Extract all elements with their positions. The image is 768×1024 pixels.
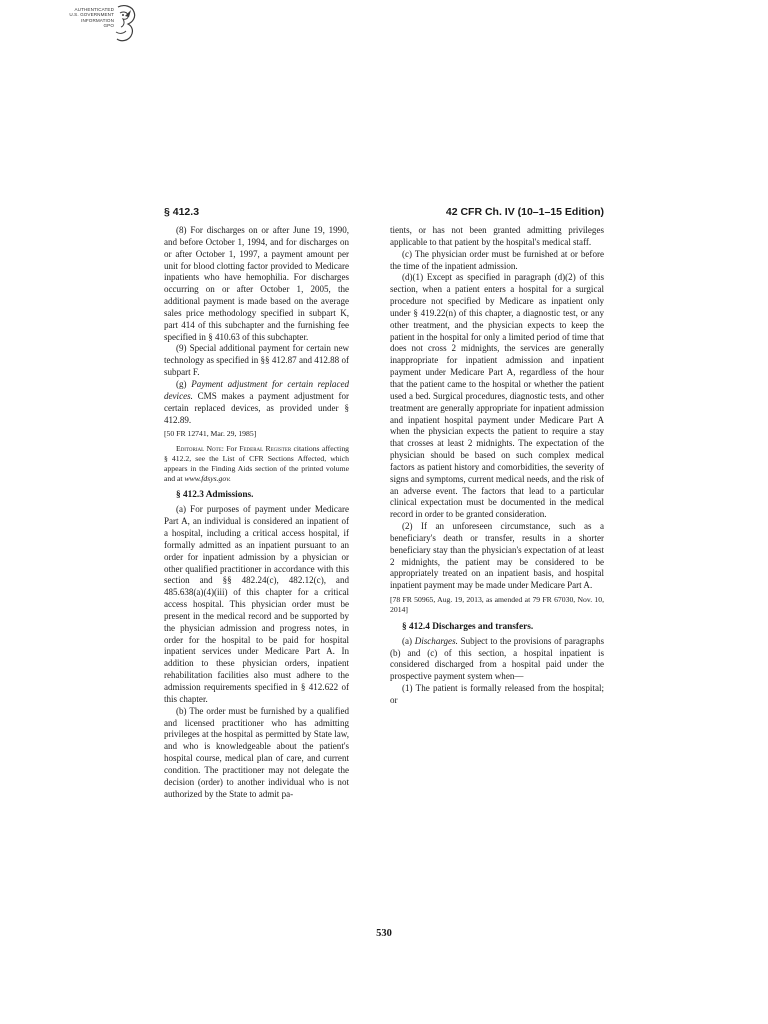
section-heading-412-3: § 412.3 Admissions. [176, 490, 254, 501]
paragraph-g [164, 379, 349, 426]
paragraph-g-text: CMS makes a payment adjustment for certain replaced devices, as provided under § 412.89. [164, 390, 349, 425]
source-citation: [50 FR 12741, Mar. 29, 1985] [164, 429, 257, 439]
logo-text [58, 7, 114, 28]
paragraph-412-4-a1: (1) The patient is formally released from the hospital; or [390, 683, 604, 705]
left-column [164, 225, 349, 800]
section-heading-412-4: § 412.4 Discharges and transfers. [402, 621, 534, 632]
paragraph-412-4-a-label: (a) [402, 635, 413, 646]
amendment-citation: [78 FR 50965, Aug. 19, 2013, as amended at 79 FR 67030, Nov. 10, 2014] [390, 595, 604, 614]
section-number: § 412.3 [164, 206, 200, 218]
paragraph-b: (b) The order must be furnished by a qualified and licensed practitioner who has admitting privileges at the hospital as permitted by State law, and who is knowledgeable about the patient's hospital course, medical plan of care, and current condition. The practitioner may not delegate the decision (order) to another individual who is not authorized by the State to admit pa- [164, 705, 349, 799]
paragraph-g-title: Payment adjustment for certain replaced devices. [164, 378, 349, 401]
paragraph-f9: (9) Special additional payment for certain new technology as specified in §§ 412.87 and 412.88 of subpart F. [164, 343, 349, 378]
volume-title: 42 CFR Ch. IV (10–1–15 Edition) [445, 206, 604, 218]
paragraph-d1: (d)(1) Except as specified in paragraph (d)(2) of this section, when a patient enters a hospital for a surgical procedure not specified by Medicare as inpatient only under § 419.22(n) of this chapter, a diagnostic test, or any other treatment, and the physician expects to keep the patient in the hospital for only a limited period of time that does not cross 2 midnights, the services are generally inappropriate for inpatient admission and inpatient payment under Medicare Part A, regardless of the hour that the patient came to the hospital or whether the patient used a bed. Surgical procedures, diagnostic tests, and other treatment are generally appropriate for inpatient admission and inpatient hospital payment under Medicare Part A when the physician expects the patient to require a stay that crosses at least 2 midnights. The expectation of the physician should be based on such complex medical factors as patient history and comorbidities, the severity of signs and symptoms, current medical needs, and the risk of an adverse event. The factors that lead to a particular clinical expectation must be documented in the medical record in order to be granted consideration. [390, 272, 604, 520]
logo-line-information: INFORMATION [81, 17, 114, 23]
right-column [390, 225, 604, 707]
editorial-note-lead: Editorial Note: [176, 444, 224, 454]
editorial-note-text-1: For [226, 444, 237, 454]
logo-line-authenticated: AUTHENTICATED [74, 7, 114, 12]
paragraph-412-4-a-title: Discharges. [414, 635, 458, 646]
fdsys-link[interactable]: www.fdsys.gov. [184, 473, 231, 483]
gpo-authentication-logo [58, 4, 140, 46]
paragraph-a: (a) For purposes of payment under Medicare Part A, an individual is considered an inpatient of a hospital, including a critical access hospital, if formally admitted as an inpatient pursuant to an order for inpatient admission by a physician or other qualified practitioner in accordance with this section and §§ 482.24(c), 482.12(c), and 485.638(a)(4)(iii) of this chapter for a critical access hospital. This physician order must be present in the medical record and be supported by the physician admission and progress notes, in order for the hospital to be paid for hospital inpatient services under Medicare Part A. In addition to these physician orders, inpatient rehabilitation facilities also must adhere to the admission requirements specified in § 412.622 of this chapter. [164, 504, 349, 704]
paragraph-g-label: (g) [176, 378, 187, 389]
editorial-note [164, 444, 349, 483]
federal-register-name: Federal Register [239, 444, 292, 454]
eagle-seal-icon [110, 4, 140, 44]
paragraph-412-4-a-text: Subject to the provisions of paragraphs (b) and (c) of this section, a hospital inpatient is considered discharged from a hospital paid under the prospective payment system when— [390, 635, 604, 682]
logo-line-government: U.S. GOVERNMENT [69, 12, 114, 18]
logo-line-gpo: GPO [103, 22, 114, 28]
running-head [164, 206, 604, 220]
editorial-note-text-2: citations affecting § 412.2, see the List of CFR Sections Affected, which appears in the Finding Aids section of the printed volume and at [164, 444, 350, 483]
paragraph-d2: (2) If an unforeseen circumstance, such as a beneficiary's death or transfer, results in a shorter beneficiary stay than the physician's expectation of at least 2 midnights, the patient may be considered to be appropriately treated on an inpatient basis, and hospital inpatient payment may be made under Medicare Part A. [390, 521, 604, 591]
paragraph-c: (c) The physician order must be furnished at or before the time of the inpatient admission. [390, 248, 604, 271]
paragraph-f8: (8) For discharges on or after June 19, 1990, and before October 1, 1994, and for discharges on or after October 1, 1997, a payment amount per unit for blood clotting factor provided to Medicare inpatients who have hemophilia. For discharges occurring on or after October 1, 2005, the additional payment is made based on the average sales price methodology specified in subpart K, part 414 of this subchapter and the furnishing fee specified in § 410.63 of this subchapter. [164, 225, 349, 342]
paragraph-412-4-a [390, 636, 604, 683]
page-number: 530 [376, 928, 392, 939]
paragraph-b-continued: tients, or has not been granted admitting privileges applicable to that patient by the hospital's medical staff. [390, 225, 604, 247]
